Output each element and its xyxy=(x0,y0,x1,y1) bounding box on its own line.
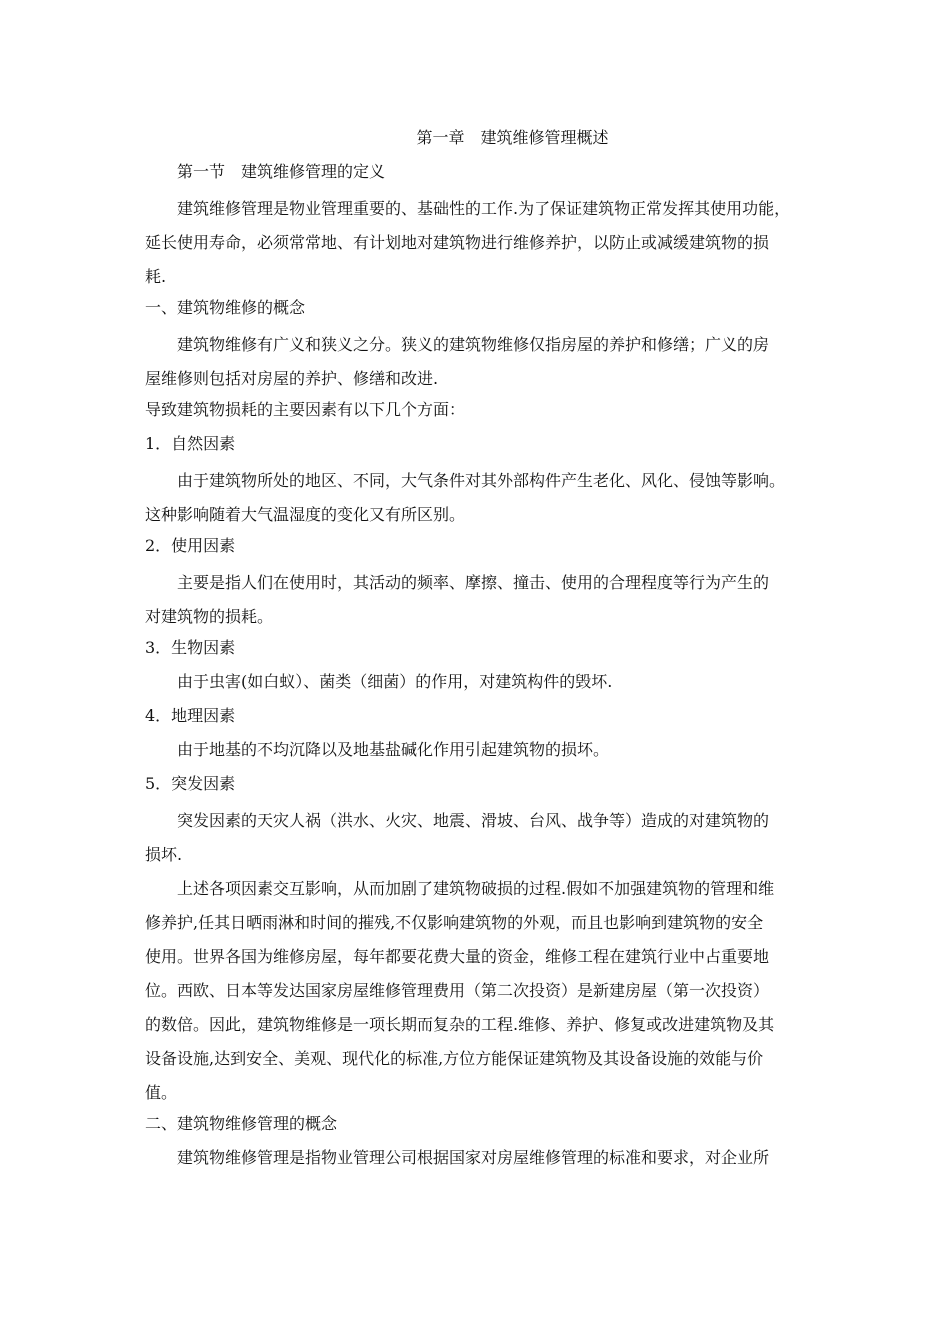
factor-4-text: 由于地基的不均沉降以及地基盐碱化作用引起建筑物的损坏。 xyxy=(177,740,610,759)
paragraph-3-line-6: 设备设施,达到安全、美观、现代化的标准,方位方能保证建筑物及其设备设施的效能与价 xyxy=(145,1049,764,1068)
paragraph-3 xyxy=(145,872,810,1110)
paragraph-3-line-1: 上述各项因素交互影响，从而加剧了建筑物破损的过程.假如不加强建筑物的管理和维 xyxy=(177,879,775,898)
factor-1-text xyxy=(145,464,810,532)
factor-4-title: 4．地理因素 xyxy=(145,706,236,725)
paragraph-4: 建筑物维修管理是指物业管理公司根据国家对房屋维修管理的标准和要求，对企业所 xyxy=(177,1148,770,1167)
paragraph-3-line-7: 值。 xyxy=(145,1083,178,1102)
chapter-title: 第一章 建筑维修管理概述 xyxy=(416,128,609,147)
heading-1: 一、建筑物维修的概念 xyxy=(145,298,306,317)
factor-5-text xyxy=(145,804,810,872)
paragraph-1-line-1: 建筑物维修有广义和狭义之分。狭义的建筑物维修仅指房屋的养护和修缮；广义的房 xyxy=(177,335,770,354)
factor-5-line-1: 突发因素的天灾人祸（洪水、火灾、地震、滑坡、台风、战争等）造成的对建筑物的 xyxy=(177,811,770,830)
paragraph-3-line-5: 的数倍。因此，建筑物维修是一项长期而复杂的工程.维修、养护、修复或改进建筑物及其 xyxy=(145,1015,775,1034)
paragraph-3-line-2: 修养护,任其日晒雨淋和时间的摧残,不仅影响建筑物的外观，而且也影响到建筑物的安全 xyxy=(145,913,764,932)
intro-line-2: 延长使用寿命，必须常常地、有计划地对建筑物进行维修养护，以防止或减缓建筑物的损 xyxy=(145,233,770,252)
intro-line-3: 耗. xyxy=(145,267,167,286)
factor-1-line-1: 由于建筑物所处的地区、不同，大气条件对其外部构件产生老化、风化、侵蚀等影响。 xyxy=(177,471,786,490)
paragraph-2: 导致建筑物损耗的主要因素有以下几个方面： xyxy=(145,400,466,419)
factor-2-text xyxy=(145,566,810,634)
factor-2-line-2: 对建筑物的损耗。 xyxy=(145,607,274,626)
paragraph-3-line-4: 位。西欧、日本等发达国家房屋维修管理费用（第二次投资）是新建房屋（第一次投资） xyxy=(145,981,770,1000)
factor-2-line-1: 主要是指人们在使用时，其活动的频率、摩擦、撞击、使用的合理程度等行为产生的 xyxy=(177,573,770,592)
paragraph-1 xyxy=(145,328,810,396)
factor-1-line-2: 这种影响随着大气温湿度的变化又有所区别。 xyxy=(145,505,466,524)
factor-5-line-2: 损坏. xyxy=(145,845,183,864)
factor-1-title: 1．自然因素 xyxy=(145,434,236,453)
intro-paragraph xyxy=(145,192,810,294)
factor-2-title: 2．使用因素 xyxy=(145,536,236,555)
paragraph-3-line-3: 使用。世界各国为维修房屋，每年都要花费大量的资金，维修工程在建筑行业中占重要地 xyxy=(145,947,770,966)
heading-2: 二、建筑物维修管理的概念 xyxy=(145,1114,338,1133)
paragraph-1-line-2: 屋维修则包括对房屋的养护、修缮和改进. xyxy=(145,369,439,388)
document-body xyxy=(145,124,810,1178)
factor-5-title: 5．突发因素 xyxy=(145,774,236,793)
intro-line-1: 建筑维修管理是物业管理重要的、基础性的工作.为了保证建筑物正常发挥其使用功能， xyxy=(177,199,791,218)
factor-3-text: 由于虫害(如白蚁）、菌类（细菌）的作用，对建筑构件的毁坏. xyxy=(177,672,613,691)
factor-3-title: 3．生物因素 xyxy=(145,638,236,657)
section-title: 第一节 建筑维修管理的定义 xyxy=(177,162,386,181)
